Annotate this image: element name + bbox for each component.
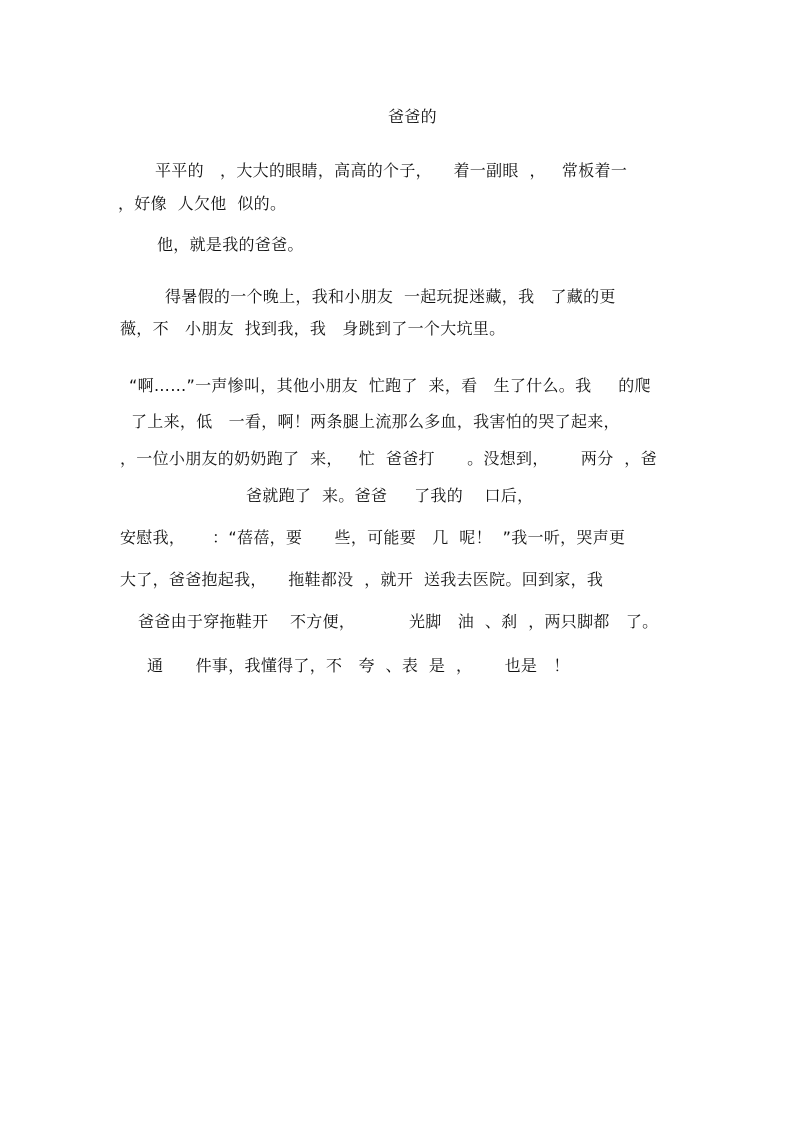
text-line-5: 薇，不 小朋友 找到我，我 身跳到了一个大坑里。 (120, 319, 506, 338)
text-line-12: 爸爸由于穿拖鞋开 不方便， 光脚 油 、刹 ，两只脚都 了。 (138, 612, 659, 631)
text-line-11: 大了，爸爸抱起我， 拖鞋都没 ，就开 送我去医院。回到家，我 (120, 570, 604, 589)
text-line-10: 安慰我， ：“蓓蓓，要 些，可能要 几 呢！ ”我一听，哭声更 (120, 528, 626, 547)
text-line-2: ，好像 人欠他 似的。 (118, 194, 287, 213)
text-line-1: 平平的 ，大大的眼睛，高高的个子， 着一副眼 ， 常板着一 (155, 161, 628, 180)
text-line-8: ，一位小朋友的奶奶跑了 来， 忙 爸爸打 。没想到， 两分 ，爸 (120, 449, 657, 468)
text-line-7: 了上来，低 一看，啊！两条腿上流那么多血，我害怕的哭了起来， (131, 412, 620, 431)
text-line-3: 他，就是我的爸爸。 (157, 235, 304, 254)
text-line-9: 爸就跑了 来。爸爸 了我的 口后， (246, 486, 534, 505)
document-title: 爸爸的 (388, 107, 437, 126)
text-line-6: “啊……”一声惨叫，其他小朋友 忙跑了 来，看 生了什么。我 的爬 (129, 376, 651, 395)
text-line-13: 通 件事，我懂得了，不 夸 、表 是 ， 也是 ！ (147, 656, 570, 675)
text-line-4: 得暑假的一个晚上，我和小朋友 一起玩捉迷藏，我 了藏的更 (165, 287, 616, 306)
